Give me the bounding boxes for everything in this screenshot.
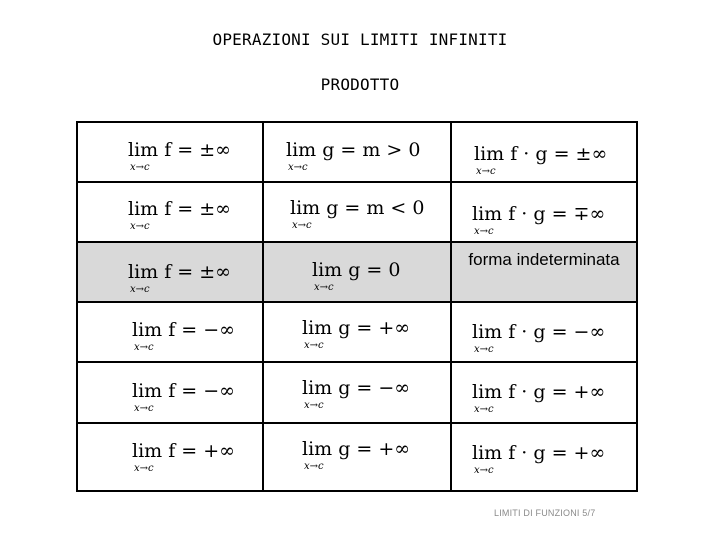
math-expression: lim g = m > 0 x→c: [286, 139, 421, 173]
math-expression: lim g = −∞ x→c: [302, 377, 411, 411]
page-subtitle: PRODOTTO: [320, 75, 400, 94]
table-cell-g-row5: [264, 363, 452, 424]
indeterminate-form-note: forma indeterminata: [468, 250, 620, 269]
footer-page-label: LIMITI DI FUNZIONI 5/7: [494, 508, 596, 518]
table-cell-f-row4: [78, 303, 264, 363]
math-expression: lim f · g = ∓∞ x→c: [472, 203, 606, 237]
table-cell-g-row6: [264, 424, 452, 490]
limits-table: [76, 121, 638, 492]
table-cell-result-row4: [452, 303, 636, 363]
table-cell-f-row2: [78, 183, 264, 243]
table-cell-g-row2: [264, 183, 452, 243]
table-cell-result-row3: [452, 243, 636, 303]
math-expression: lim f = +∞ x→c: [132, 440, 235, 474]
table-cell-f-row3: [78, 243, 264, 303]
math-expression: lim f = ±∞ x→c: [128, 261, 231, 295]
table-cell-f-row6: [78, 424, 264, 490]
math-expression: lim f = ±∞ x→c: [128, 198, 231, 232]
table-cell-g-row3: [264, 243, 452, 303]
math-expression: lim f · g = +∞ x→c: [472, 381, 606, 415]
table-cell-result-row5: [452, 363, 636, 424]
math-expression: lim f = −∞ x→c: [132, 319, 235, 353]
math-expression: lim f · g = +∞ x→c: [472, 442, 606, 476]
math-expression: lim g = 0 x→c: [312, 259, 401, 293]
math-expression: lim f · g = −∞ x→c: [472, 321, 606, 355]
table-cell-g-row1: [264, 123, 452, 183]
table-cell-f-row1: [78, 123, 264, 183]
table-cell-g-row4: [264, 303, 452, 363]
math-expression: lim g = m < 0 x→c: [290, 197, 425, 231]
math-expression: lim g = +∞ x→c: [302, 317, 411, 351]
math-expression: lim g = +∞ x→c: [302, 438, 411, 472]
math-expression: lim f · g = ±∞ x→c: [474, 143, 608, 177]
table-cell-result-row1: [452, 123, 636, 183]
math-expression: lim f = ±∞ x→c: [128, 139, 231, 173]
page-title: OPERAZIONI SUI LIMITI INFINITI: [212, 30, 508, 49]
table-cell-result-row6: [452, 424, 636, 490]
table-cell-f-row5: [78, 363, 264, 424]
table-cell-result-row2: [452, 183, 636, 243]
math-expression: lim f = −∞ x→c: [132, 380, 235, 414]
